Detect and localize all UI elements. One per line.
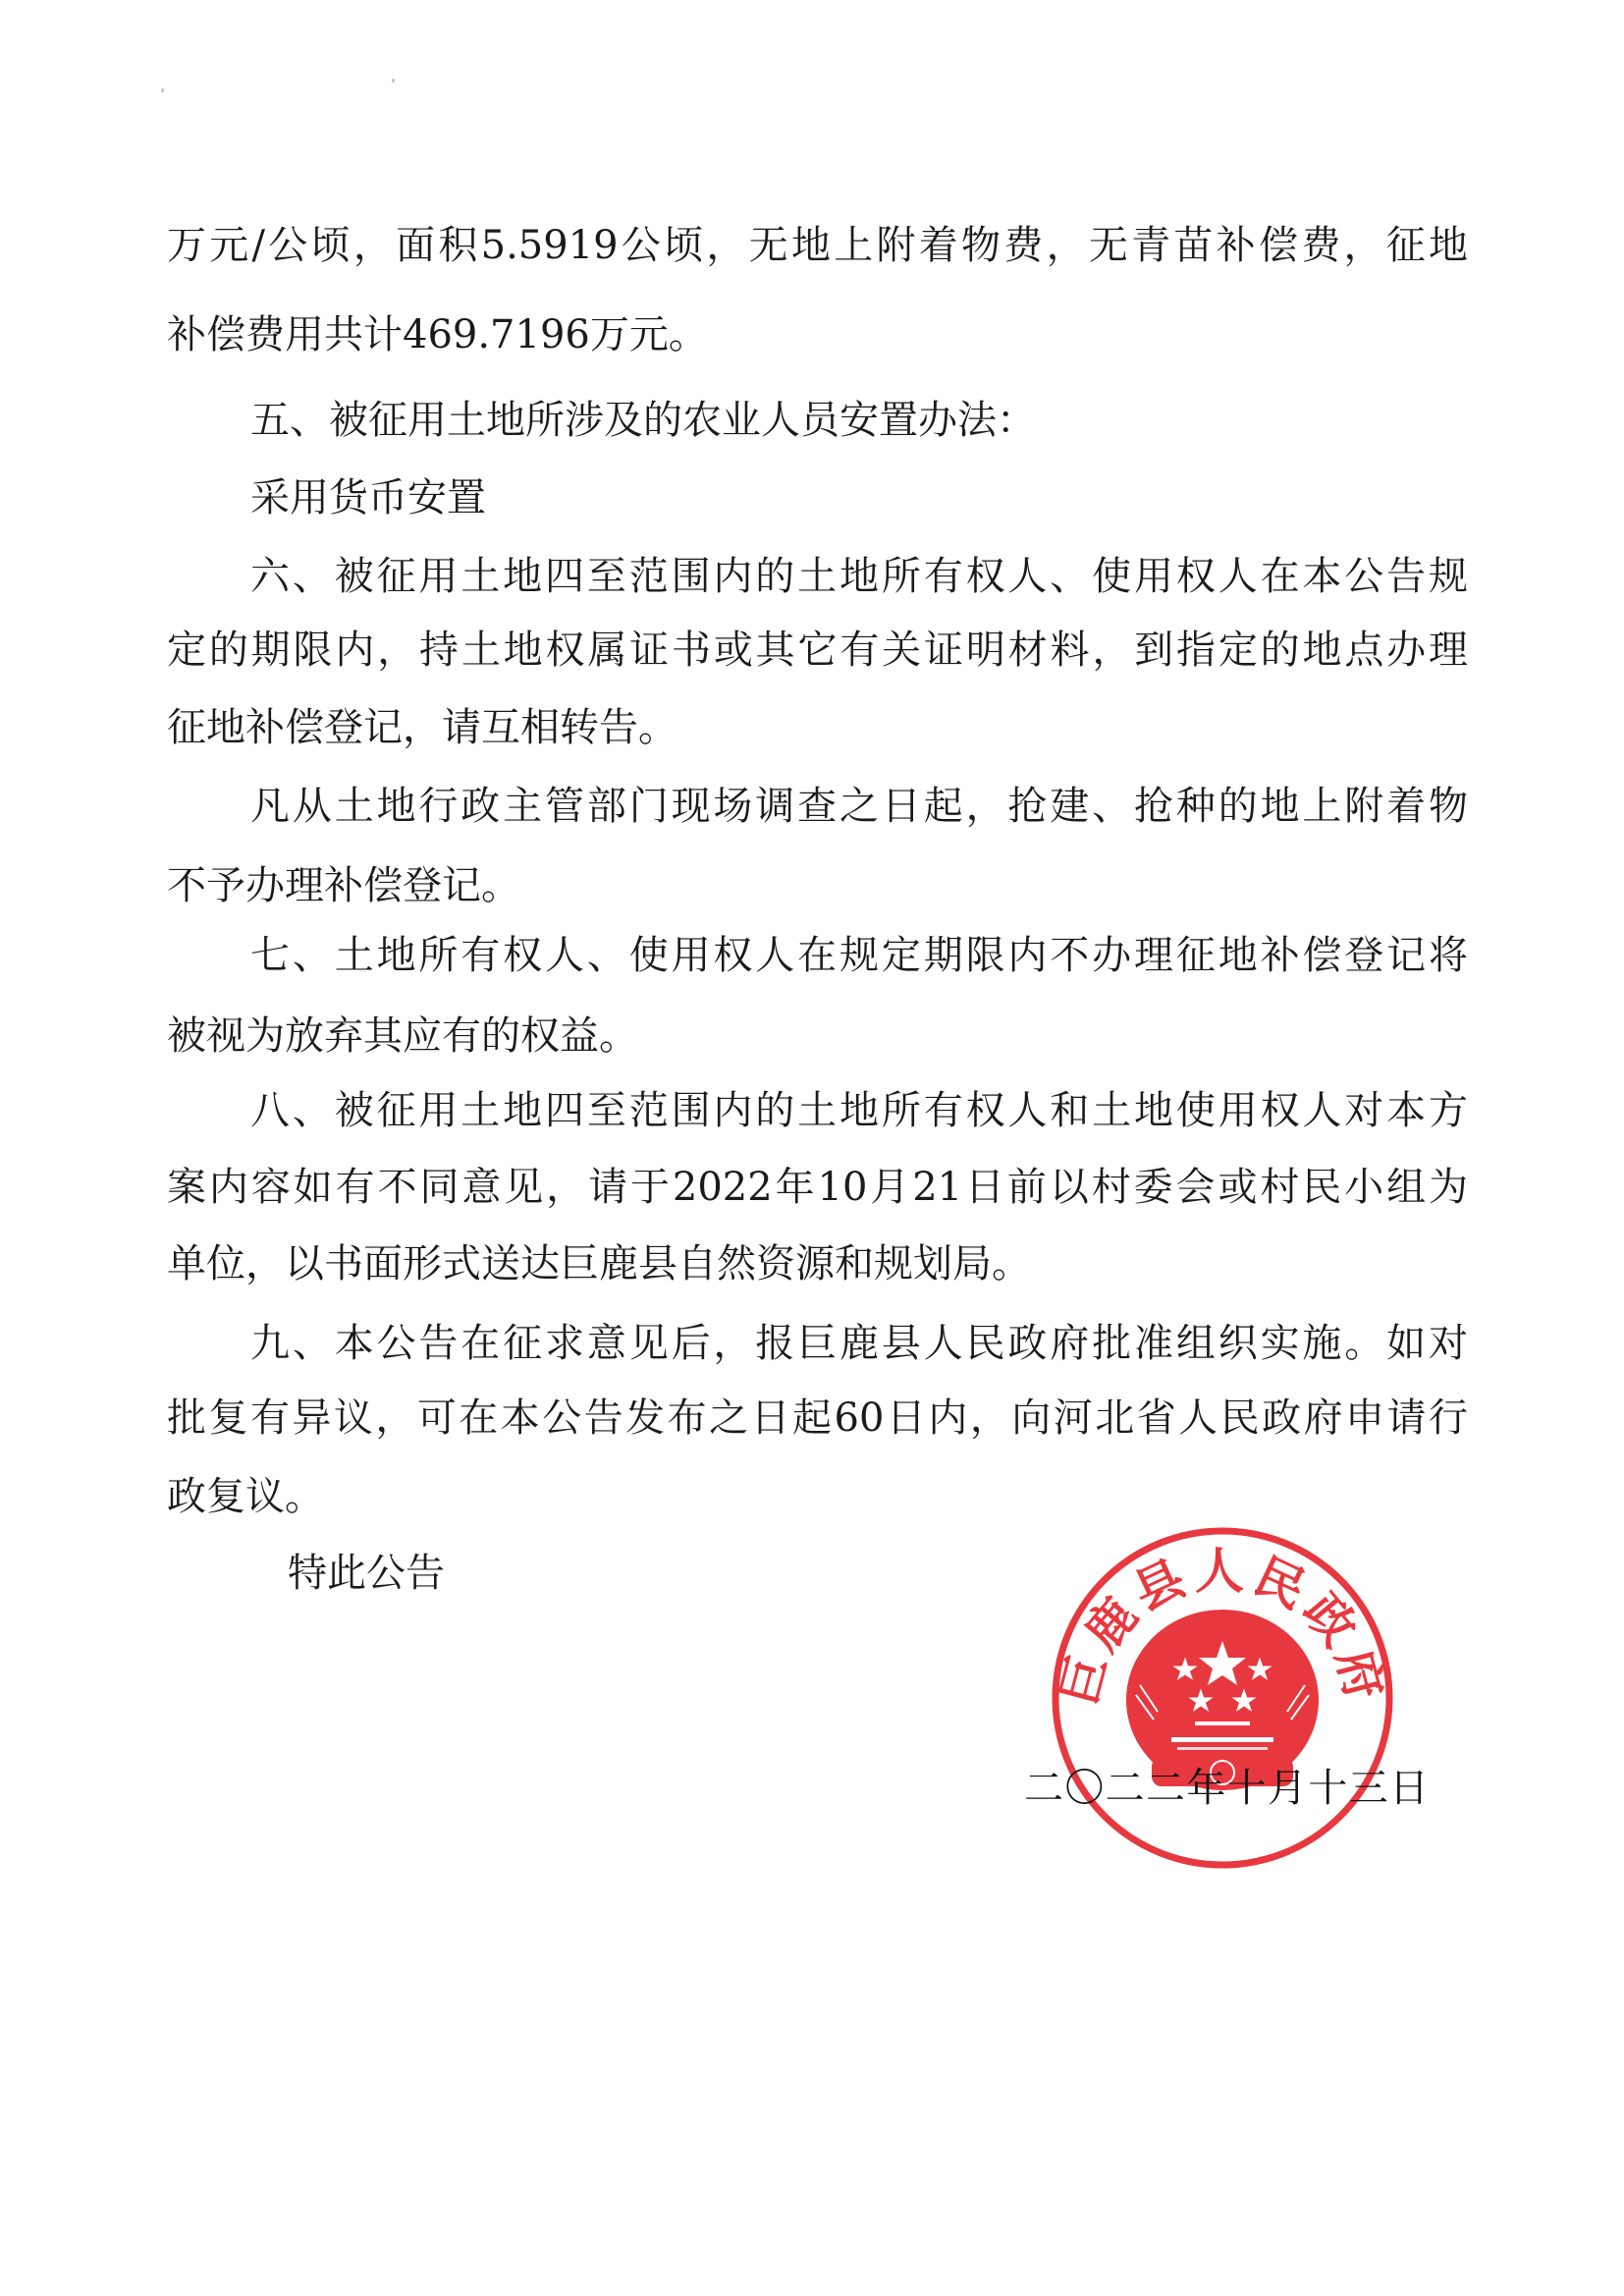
issue-date: 二〇二二年十月十三日 — [1024, 1766, 1429, 1811]
section-8-line-1: 八、被征用土地四至范围内的土地所有权人和土地使用权人对本方 — [250, 1088, 1468, 1133]
section-8-line-2: 案内容如有不同意见，请于2022年10月21日前以村委会或村民小组为 — [167, 1165, 1468, 1210]
section-6-line-3: 征地补偿登记，请互相转告。 — [167, 705, 677, 750]
seal-emblem-icon — [1050, 1525, 1395, 1871]
official-seal — [1050, 1525, 1395, 1871]
section-9-line-2: 批复有异议，可在本公告发布之日起60日内，向河北省人民政府申请行 — [167, 1395, 1468, 1441]
section-5-heading: 五、被征用土地所涉及的农业人员安置办法： — [250, 398, 1036, 443]
svg-text:巨鹿县人民政府: 巨鹿县人民政府 — [1050, 1542, 1395, 1712]
body-line-1: 万元/公顷，面积5.5919公顷，无地上附着物费，无青苗补偿费，征地 — [167, 223, 1468, 268]
body-line-2: 补偿费用共计469.7196万元。 — [167, 312, 708, 357]
section-9-line-1: 九、本公告在征求意见后，报巨鹿县人民政府批准组织实施。如对 — [250, 1321, 1468, 1366]
scan-speck — [161, 88, 164, 92]
section-8-line-3: 单位，以书面形式送达巨鹿县自然资源和规划局。 — [167, 1241, 1031, 1286]
section-7-line-2: 被视为放弃其应有的权益。 — [167, 1013, 638, 1059]
paragraph-rush-build-line-1: 凡从土地行政主管部门现场调查之日起，抢建、抢种的地上附着物 — [250, 784, 1468, 829]
section-5-body: 采用货币安置 — [250, 475, 486, 520]
section-6-line-1: 六、被征用土地四至范围内的土地所有权人、使用权人在本公告规 — [250, 554, 1468, 599]
section-9-line-3: 政复议。 — [167, 1474, 324, 1519]
closing-statement: 特此公告 — [288, 1551, 445, 1596]
section-7-line-1: 七、土地所有权人、使用权人在规定期限内不办理征地补偿登记将 — [250, 933, 1468, 978]
paragraph-rush-build-line-2: 不予办理补偿登记。 — [167, 863, 520, 908]
section-6-line-2: 定的期限内，持土地权属证书或其它有关证明材料，到指定的地点办理 — [167, 628, 1468, 673]
scan-speck — [392, 79, 395, 82]
